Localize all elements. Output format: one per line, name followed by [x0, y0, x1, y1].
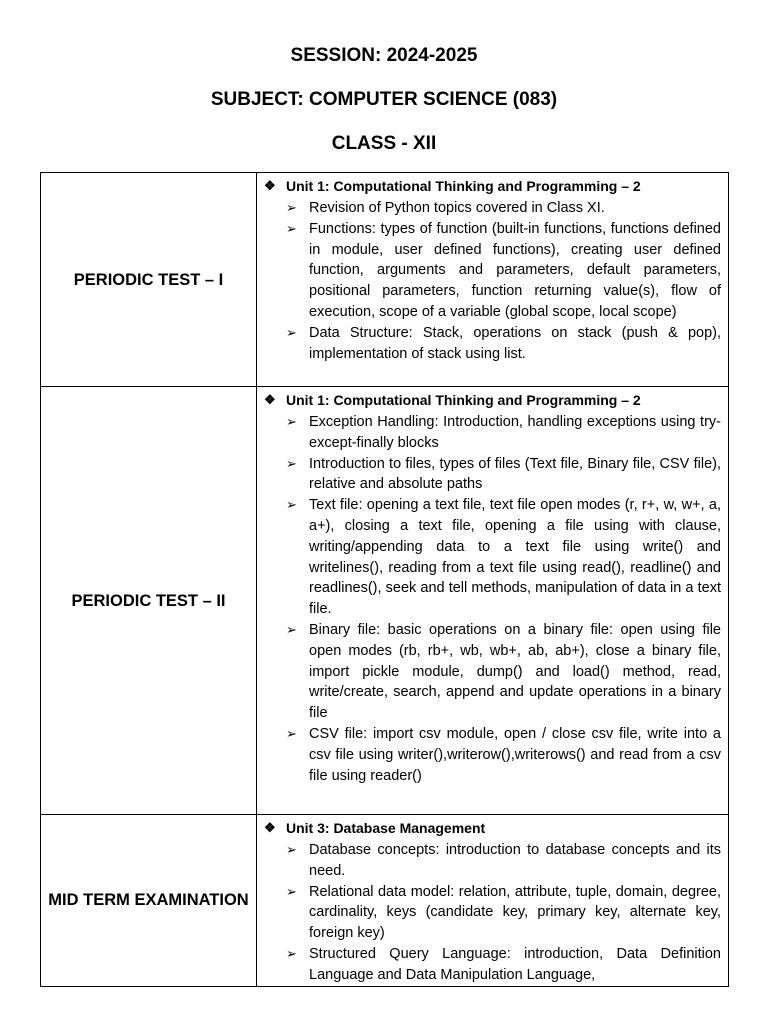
unit-heading [264, 176, 721, 196]
list-item [286, 724, 721, 786]
topic-list [264, 198, 721, 364]
content-cell [257, 387, 729, 815]
syllabus-table [40, 172, 729, 987]
unit-heading [264, 818, 721, 838]
topic-text: Revision of Python topics covered in Class XI. [309, 200, 605, 216]
topic-text: Binary file: basic operations on a binary file: open using file open modes (rb, rb+, wb, wb+, ab, ab+), close a binary file, import pickle module, dump() and load() method, read, write/create, search, append and update operations in a binary file [309, 621, 721, 722]
topic-text: Text file: opening a text file, text file open modes (r, r+, w, w+, a, a+), closing a text file, opening a file using with clause, writing/appending data to a text file using write() and writelines(), reading from a text file using read(), readline() and readlines(), seek and tell methods, manipulation of data in a text file. [309, 497, 721, 618]
arrow-bullet-icon: ➢ [286, 945, 297, 961]
arrow-bullet-icon: ➢ [286, 324, 297, 340]
list-item [286, 454, 721, 496]
exam-name-cell: MID TERM EXAMINATION [41, 815, 257, 987]
diamond-bullet-icon: ❖ [264, 178, 276, 193]
topic-text: Data Structure: Stack, operations on stack (push & pop), implementation of stack using list. [309, 324, 721, 362]
arrow-bullet-icon: ➢ [286, 621, 297, 637]
arrow-bullet-icon: ➢ [286, 455, 297, 471]
unit-heading [264, 390, 721, 410]
arrow-bullet-icon: ➢ [286, 200, 297, 215]
topic-text: Exception Handling: Introduction, handling exceptions using try-except-finally blocks [309, 414, 721, 451]
diamond-bullet-icon: ❖ [264, 820, 276, 835]
arrow-bullet-icon: ➢ [286, 414, 297, 429]
diamond-bullet-icon: ❖ [264, 392, 276, 407]
arrow-bullet-icon: ➢ [286, 842, 297, 857]
list-item [286, 882, 721, 944]
unit-title: Unit 1: Computational Thinking and Programming – 2 [286, 178, 641, 194]
topic-text: CSV file: import csv module, open / close csv file, write into a csv file using writer(),writerow(),writerows() and read from a csv file using reader() [309, 725, 721, 784]
list-item [286, 323, 721, 365]
topic-text: Relational data model: relation, attribute, tuple, domain, degree, cardinality, keys (candidate key, primary key, alternate key, foreign key) [309, 883, 721, 942]
subject-heading: SUBJECT: COMPUTER SCIENCE (083) [210, 89, 558, 110]
topic-text: Functions: types of function (built-in functions, functions defined in module, user defined functions), creating user defined function, arguments and parameters, default parameters, positional parameters, function returning value(s), flow of execution, scope of a variable (global scope, local scope) [309, 220, 721, 320]
exam-name-cell: PERIODIC TEST – II [41, 387, 257, 815]
table-row [41, 815, 729, 987]
topic-list [264, 840, 721, 986]
table-row [41, 173, 729, 387]
list-item [286, 219, 721, 323]
arrow-bullet-icon: ➢ [286, 725, 297, 741]
list-item [286, 412, 721, 454]
list-item [286, 198, 721, 219]
unit-title: Unit 1: Computational Thinking and Programming – 2 [286, 392, 641, 408]
list-item [286, 944, 721, 986]
arrow-bullet-icon: ➢ [286, 883, 297, 899]
content-cell [257, 815, 729, 987]
list-item [286, 840, 721, 882]
class-heading: CLASS - XII [331, 133, 437, 154]
exam-name-cell: PERIODIC TEST – I [41, 173, 257, 387]
list-item [286, 620, 721, 724]
session-heading: SESSION: 2024-2025 [290, 45, 478, 66]
topic-text: Introduction to files, types of files (Text file, Binary file, CSV file), relative and absolute paths [309, 455, 721, 493]
table-row [41, 387, 729, 815]
unit-title: Unit 3: Database Management [286, 820, 486, 836]
arrow-bullet-icon: ➢ [286, 497, 297, 513]
list-item [286, 495, 721, 620]
arrow-bullet-icon: ➢ [286, 220, 297, 236]
content-cell [257, 173, 729, 387]
topic-text: Structured Query Language: introduction, Data Definition Language and Data Manipulation Language, [309, 945, 721, 983]
topic-list [264, 412, 721, 786]
topic-text: Database concepts: introduction to database concepts and its need. [309, 842, 721, 879]
